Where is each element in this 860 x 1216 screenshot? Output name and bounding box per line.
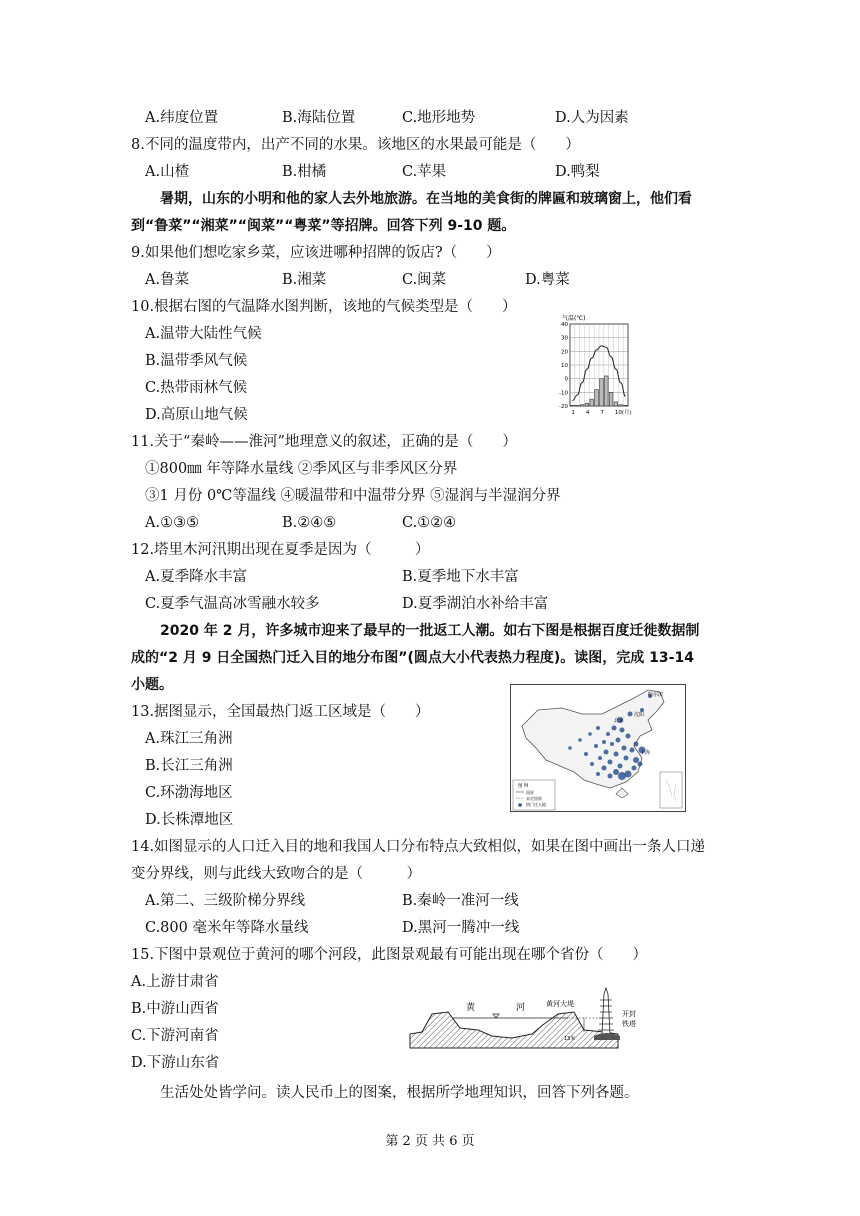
- precipitation-bar: [595, 390, 599, 406]
- passage-13-14-line1: 2020 年 2 月，许多城市迎来了最早的一批返工人潮。如右下图是根据百度迁徙数据制: [160, 623, 700, 639]
- passage-13-14-line2: 成的“2 月 9 日全国热门迁入目的地分布图”(圆点大小代表热力程度)。读图，完成 13-14: [131, 650, 694, 666]
- q11-option-a: A.①③⑤: [145, 515, 200, 531]
- hot-destination-dot: [628, 712, 633, 717]
- precipitation-bar: [590, 399, 594, 406]
- q13-option-c: C.环渤海地区: [145, 785, 233, 801]
- q15-stem: 15.下图中景观位于黄河的哪个河段，此图景观最有可能出现在哪个省份（ ）: [131, 947, 648, 963]
- climate-chart-y-tick: -10: [559, 390, 568, 397]
- q14-stem-line1: 14.如图显示的人口迁入目的地和我国人口分布特点大致相似，如果在图中画出一条人口递: [131, 839, 706, 855]
- climate-chart-y-tick: -20: [559, 404, 568, 410]
- passage-9-10-line1: 暑期，山东的小明和他的家人去外地旅游。在当地的美食街的牌匾和玻璃窗上，他们看: [160, 191, 692, 207]
- hot-destination-dot: [624, 756, 629, 761]
- hot-destination-dot: [602, 740, 606, 744]
- q11-option-b: B.②④⑤: [282, 515, 337, 531]
- q9-option-d: D.粤菜: [525, 272, 570, 288]
- hot-destination-dot: [614, 752, 619, 757]
- q12-option-c: C.夏季气温高冰雪融水较多: [145, 596, 320, 612]
- hot-destination-dot: [630, 748, 635, 753]
- q8-stem: 8.不同的温度带内，出产不同的水果。该地区的水果最可能是（ ）: [131, 137, 580, 153]
- precipitation-bar: [585, 403, 589, 406]
- hot-destination-dot: [610, 742, 614, 746]
- q10-option-c: C.热带雨林气候: [145, 380, 248, 396]
- q14-stem-line2: 变分界线，则与此线大致吻合的是（ ）: [131, 866, 421, 882]
- hot-destination-dot: [590, 762, 594, 766]
- south-china-sea-inset: [660, 772, 682, 808]
- q10-option-a: A.温带大陆性气候: [145, 326, 262, 342]
- precipitation-bar: [619, 405, 623, 406]
- q15-option-c: C.下游河南省: [131, 1028, 219, 1044]
- hot-destination-dot: [608, 760, 613, 765]
- climate-chart-x-tick: 1: [571, 410, 575, 415]
- precipitation-bar: [571, 405, 575, 406]
- passage-9-10-line2: 到“鲁菜”“湘菜”“闽菜”“粤菜”等招牌。回答下列 9-10 题。: [131, 218, 516, 234]
- hot-destination-dot: [584, 752, 588, 756]
- hot-destination-dot: [596, 772, 600, 776]
- q10-option-d: D.高原山地气候: [145, 407, 248, 423]
- q11-option-c: C.①②④: [402, 515, 457, 531]
- q12-option-a: A.夏季降水丰富: [145, 569, 248, 585]
- climate-chart-y-tick: 10: [561, 363, 568, 369]
- precipitation-bar: [609, 392, 613, 406]
- q9-option-a: A.鲁菜: [145, 272, 190, 288]
- q15-option-d: D.下游山东省: [131, 1055, 220, 1071]
- q14-option-a: A.第二、三级阶梯分界线: [145, 893, 306, 909]
- q14-option-c: C.800 毫米年等降水量线: [145, 920, 309, 936]
- hot-destination-dot: [578, 738, 582, 742]
- q11-stem: 11.关于“秦岭——淮河”地理意义的叙述，正确的是（ ）: [131, 434, 517, 450]
- q12-option-d: D.夏季湖泊水补给丰富: [402, 596, 549, 612]
- q14-option-b: B.秦岭一准河一线: [402, 893, 519, 909]
- q7-option-b: B.海陆位置: [282, 110, 356, 126]
- map-label-shanghai: 上海: [640, 750, 651, 756]
- precipitation-bar: [580, 405, 584, 406]
- passage-13-14-line3: 小题。: [131, 677, 173, 693]
- hot-destination-dot: [622, 746, 627, 751]
- hot-destination-dot: [598, 756, 602, 760]
- migration-map: [510, 684, 686, 812]
- climate-chart-x-tick: 7: [600, 410, 604, 415]
- q7-option-a: A.纬度位置: [145, 110, 219, 126]
- q11-statement-line2: ③1 月份 0℃等温线 ④暖温带和中温带分界 ⑤湿润与半湿润分界: [145, 488, 561, 504]
- q9-stem: 9.如果他们想吃家乡菜，应该进哪种招牌的饭店?（ ）: [131, 245, 501, 261]
- q9-option-b: B.湘菜: [282, 272, 327, 288]
- precipitation-bar: [604, 376, 608, 406]
- hot-destination-dot: [602, 766, 607, 771]
- river-label-he: 河: [516, 1003, 526, 1013]
- hot-destination-dot: [620, 728, 625, 733]
- map-legend-undetermined: 未定国界: [526, 796, 542, 801]
- map-label-harbin: 哈尔滨: [648, 692, 664, 698]
- levee-cross-section: [410, 1012, 618, 1048]
- q10-option-b: B.温带季风气候: [145, 353, 248, 369]
- hot-destination-dot: [613, 769, 619, 775]
- climate-chart-y-tick: 30: [561, 335, 568, 342]
- q12-option-b: B.夏季地下水丰富: [402, 569, 519, 585]
- q10-stem: 10.根据右图的气温降水图判断，该地的气候类型是（ ）: [131, 299, 517, 315]
- climate-chart-x-tick: 4: [585, 410, 590, 415]
- yellow-river-cross-section: [408, 984, 648, 1052]
- precipitation-bar: [600, 379, 604, 406]
- river-label-kaifeng: 开封: [622, 1010, 636, 1018]
- q8-option-b: B.柑橘: [282, 164, 327, 180]
- climate-chart-y-label: 气温(℃): [562, 315, 586, 322]
- map-legend-title: 图 例: [518, 784, 529, 789]
- hot-destination-dot: [618, 764, 623, 769]
- precipitation-bar: [624, 405, 628, 406]
- map-legend-border: 国界: [526, 790, 534, 795]
- q7-option-d: D.人为因素: [555, 110, 629, 126]
- hot-destination-dot: [594, 744, 598, 748]
- climate-chart: [548, 310, 638, 415]
- page-footer: 第 2 页 共 6 页: [385, 1134, 475, 1149]
- q8-option-a: A.山楂: [145, 164, 190, 180]
- hot-destination-dot: [633, 757, 639, 763]
- map-legend-hot: 热门迁入地: [526, 802, 546, 807]
- hot-destination-dot: [638, 762, 643, 767]
- q14-option-d: D.黑河一腾冲一线: [402, 920, 520, 936]
- climate-chart-x-tick: 10(月): [614, 410, 632, 415]
- q11-statement-line1: ①800㎜ 年等降水量线 ②季风区与非季风区分界: [145, 461, 458, 477]
- hot-destination-dot: [568, 746, 572, 750]
- climate-chart-y-tick: 40: [561, 322, 568, 328]
- q13-option-b: B.长江三角洲: [145, 758, 233, 774]
- water-level-marker: [493, 1014, 499, 1018]
- q7-option-c: C.地形地势: [402, 110, 476, 126]
- map-label-shenyang: 沈阳: [634, 712, 645, 718]
- q15-option-a: A.上游甘肃省: [131, 974, 219, 990]
- precipitation-bar: [614, 402, 618, 406]
- q8-option-c: C.苹果: [402, 164, 447, 180]
- hot-destination-dot: [608, 774, 613, 779]
- hot-destination-dot: [596, 726, 600, 730]
- q8-option-d: D.鸭梨: [555, 164, 600, 180]
- closing-prompt: 生活处处皆学问。读人民币上的图案，根据所学地理知识，回答下列各题。: [160, 1085, 639, 1101]
- q13-option-a: A.珠江三角洲: [145, 731, 233, 747]
- hot-destination-dot: [626, 734, 631, 739]
- q13-stem: 13.据图显示，全国最热门返工区域是（ ）: [131, 704, 430, 720]
- river-label-height: 13米: [564, 1036, 576, 1042]
- q9-option-c: C.闽菜: [402, 272, 447, 288]
- hot-destination-dot: [625, 771, 632, 778]
- climate-chart-y-tick: 0: [564, 376, 568, 383]
- river-label-tower: 铁塔: [622, 1020, 636, 1028]
- q12-stem: 12.塔里木河汛期出现在夏季是因为（ ）: [131, 542, 430, 558]
- river-label-huang: 黄: [466, 1003, 476, 1013]
- hot-destination-dot: [612, 726, 617, 731]
- river-label-dike: 黄河大堤: [546, 1000, 574, 1008]
- precipitation-bar: [575, 405, 579, 406]
- hot-destination-dot: [604, 750, 609, 755]
- climate-chart-y-tick: 20: [561, 349, 568, 356]
- q13-option-d: D.长株潭地区: [145, 812, 234, 828]
- hot-destination-dot: [588, 732, 592, 736]
- hot-destination-dot: [606, 732, 610, 736]
- hot-destination-dot: [616, 738, 621, 743]
- hot-destination-dot: [634, 742, 639, 747]
- hot-destination-dot: [632, 766, 637, 771]
- q15-option-b: B.中游山西省: [131, 1001, 219, 1017]
- map-label-beijing: 北京: [614, 718, 625, 724]
